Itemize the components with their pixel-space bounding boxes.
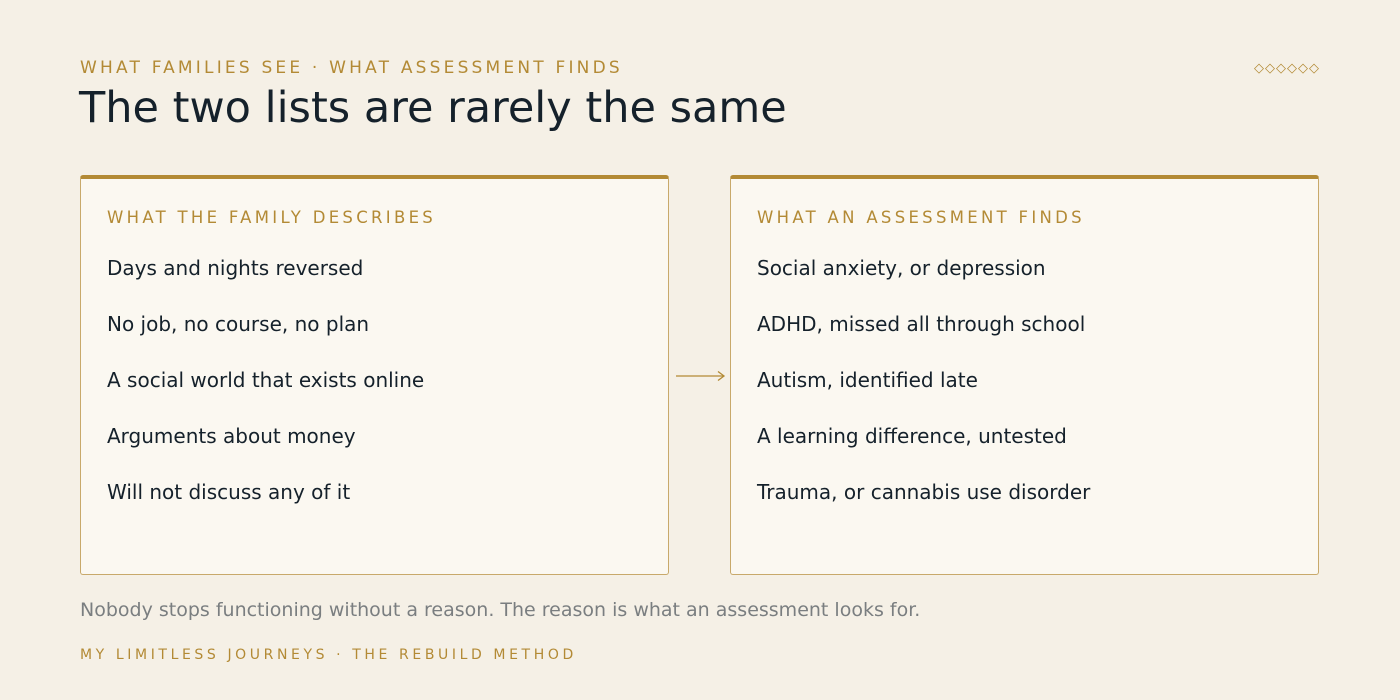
assessment-finds-list	[757, 256, 1090, 536]
panel-heading: WHAT AN ASSESSMENT FINDS	[757, 208, 1085, 227]
list-item: Trauma, or cannabis use disorder	[757, 480, 1091, 504]
footer-brand: MY LIMITLESS JOURNEYS · THE REBUILD METHOD	[80, 647, 577, 663]
panel-heading: WHAT THE FAMILY DESCRIBES	[107, 208, 437, 227]
diamond-ornament-icon: ◇◇◇◇◇◇	[1254, 61, 1320, 76]
list-item: ADHD, missed all through school	[757, 312, 1086, 336]
list-item: Autism, identified late	[757, 368, 978, 392]
eyebrow-label: WHAT FAMILIES SEE · WHAT ASSESSMENT FINDS	[80, 58, 623, 78]
list-item: No job, no course, no plan	[107, 312, 370, 336]
list-item: Arguments about money	[107, 424, 356, 448]
assessment-finds-panel	[730, 175, 1319, 575]
list-item: Social anxiety, or depression	[757, 256, 1046, 280]
list-item: Will not discuss any of it	[107, 480, 351, 504]
right-arrow-icon	[675, 368, 727, 384]
list-item: Days and nights reversed	[107, 256, 364, 280]
family-describes-list	[107, 256, 424, 536]
list-item: A learning difference, untested	[757, 424, 1067, 448]
list-item: A social world that exists online	[107, 368, 425, 392]
family-describes-panel	[80, 175, 669, 575]
page-title: The two lists are rarely the same	[79, 83, 787, 133]
caption-text: Nobody stops functioning without a reason. The reason is what an assessment looks for.	[80, 599, 921, 621]
